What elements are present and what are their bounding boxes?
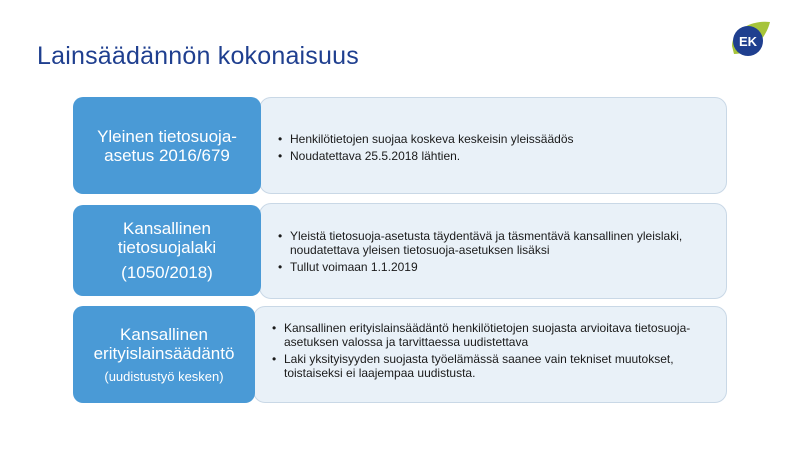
row-detail-box [259, 203, 727, 299]
row-label-line: Kansallinen [123, 219, 211, 238]
row-label-line: (uudistustyö kesken) [104, 368, 224, 384]
bullet-item: • Noudatettava 25.5.2018 lähtien. [278, 149, 708, 163]
bullet-list [278, 229, 708, 277]
row-label-line: asetus 2016/679 [104, 145, 230, 165]
bullet-item: • Henkilötietojen suojaa koskeva keskeisin yleissäädös [278, 132, 708, 146]
row-detail-box [259, 97, 727, 194]
ek-logo-text: EK [738, 34, 758, 49]
row-label-line: tietosuojalaki [117, 238, 217, 257]
bullet-item: • Tullut voimaan 1.1.2019 [278, 260, 708, 274]
row-label-line: erityislainsäädäntö [93, 343, 235, 363]
bullet-item: • Laki yksityisyyden suojasta työelämässä saanee vain tekniset muutokset, toistaiseksi ei laajempaa uudistusta. [272, 352, 712, 380]
bullet-item: • Kansallinen erityislainsäädäntö henkilötietojen suojasta arvioitava tietosuoja-asetuksen valossa ja tarvittaessa uudistettava [272, 321, 712, 349]
row-label-box [73, 97, 261, 194]
slide-title: Lainsäädännön kokonaisuus [37, 42, 359, 70]
row-label-line: Yleinen tietosuoja- [97, 126, 237, 146]
bullet-list [278, 132, 708, 166]
bullet-item: • Yleistä tietosuoja-asetusta täydentävä ja täsmentävä kansallinen yleislaki, noudatettava yleisen tietosuoja-asetuksen lisäksi [278, 229, 708, 257]
row-label-box [73, 306, 255, 403]
bullet-list [272, 321, 712, 383]
row-label-line: (1050/2018) [121, 263, 213, 282]
row-detail-box [253, 306, 727, 403]
ek-logo [726, 16, 774, 60]
row-label-line: Kansallinen [120, 324, 208, 344]
row-label-box [73, 205, 261, 296]
